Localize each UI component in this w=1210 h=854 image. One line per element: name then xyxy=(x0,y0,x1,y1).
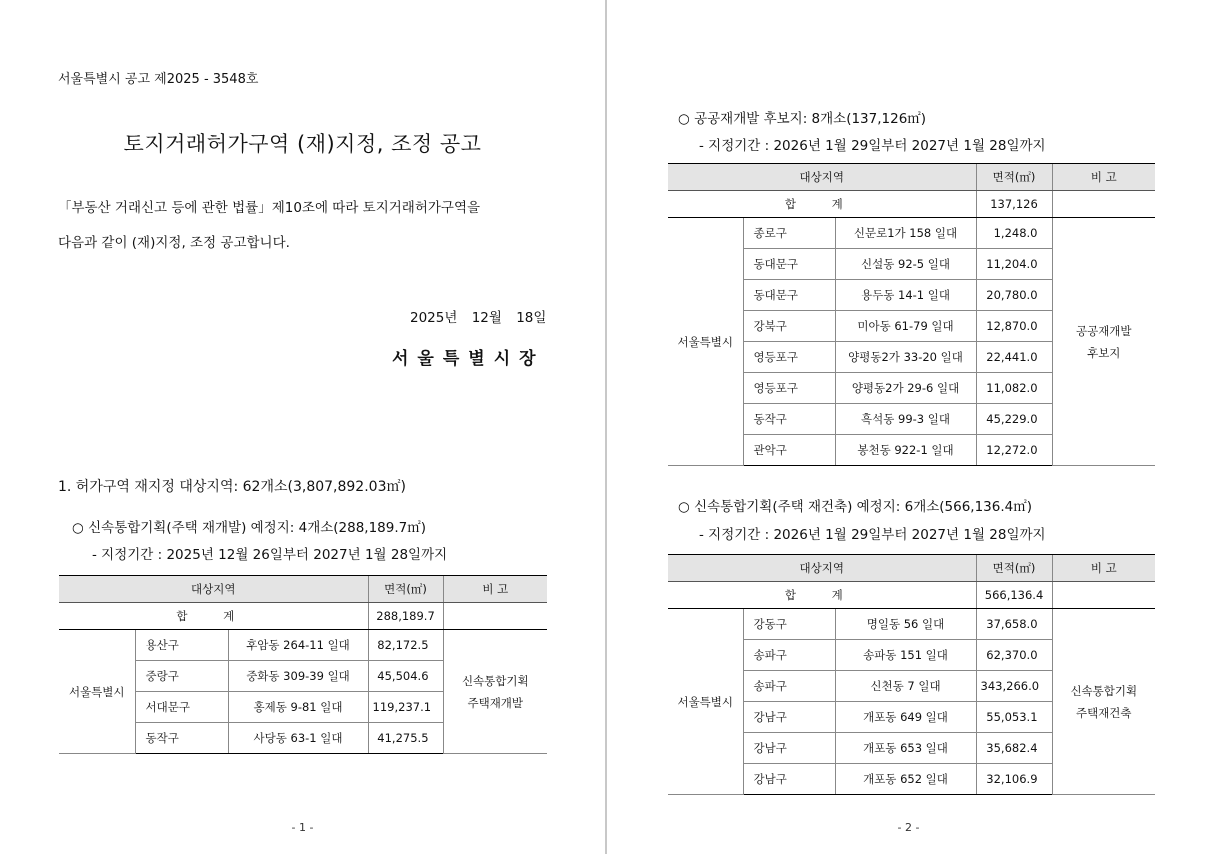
section-1-heading: 1. 허가구역 재지정 대상지역: 62개소(3,807,892.03㎡) xyxy=(58,479,406,495)
area-cell: 35,682.4 xyxy=(976,733,1052,764)
note-line-2: 후보지 xyxy=(1087,345,1121,360)
dong-cell: 봉천동 922-1 일대 xyxy=(835,435,976,466)
note-line-2: 주택재건축 xyxy=(1075,705,1132,720)
dong-cell: 신설동 92-5 일대 xyxy=(835,249,976,280)
district-cell: 영등포구 xyxy=(743,342,835,373)
area-cell: 32,106.9 xyxy=(976,764,1052,795)
page-2 xyxy=(607,0,1210,854)
area-cell: 343,266.0 xyxy=(976,671,1052,702)
district-cell: 송파구 xyxy=(743,640,835,671)
table-row xyxy=(668,218,1155,249)
page-number: - 1 - xyxy=(291,821,314,834)
city-cell: 서울특별시 xyxy=(59,630,135,754)
area-cell: 41,275.5 xyxy=(368,723,443,754)
area-cell: 45,229.0 xyxy=(976,404,1052,435)
dong-cell: 개포동 653 일대 xyxy=(835,733,976,764)
district-cell: 용산구 xyxy=(135,630,228,661)
district-cell: 중랑구 xyxy=(135,661,228,692)
section-b-period: - 지정기간 : 2026년 1월 29일부터 2027년 1월 28일까지 xyxy=(699,527,1046,543)
dong-cell: 명일동 56 일대 xyxy=(835,609,976,640)
dong-cell: 양평동2가 29-6 일대 xyxy=(835,373,976,404)
section-a-heading: ○ 공공재개발 후보지: 8개소(137,126㎡) xyxy=(678,111,927,127)
sum-value: 137,126 xyxy=(976,191,1052,218)
area-cell: 82,172.5 xyxy=(368,630,443,661)
intro-line-1: 「부동산 거래신고 등에 관한 법률」제10조에 따라 토지거래허가구역을 xyxy=(58,200,481,216)
sum-value: 566,136.4 xyxy=(976,582,1052,609)
sum-label: 합 계 xyxy=(668,582,976,609)
document-title: 토지거래허가구역 (재)지정, 조정 공고 xyxy=(123,132,482,156)
dong-cell: 홍제동 9-81 일대 xyxy=(228,692,368,723)
note-line-1: 공공재개발 xyxy=(1075,323,1132,338)
region-table-a xyxy=(668,163,1155,466)
dong-cell: 사당동 63-1 일대 xyxy=(228,723,368,754)
area-cell: 37,658.0 xyxy=(976,609,1052,640)
district-cell: 강동구 xyxy=(743,609,835,640)
header-area: 면적(㎡) xyxy=(976,164,1052,191)
dong-cell: 용두동 14-1 일대 xyxy=(835,280,976,311)
sum-value: 288,189.7 xyxy=(368,603,443,630)
dong-cell: 개포동 649 일대 xyxy=(835,702,976,733)
header-note: 비 고 xyxy=(443,576,547,603)
district-cell: 영등포구 xyxy=(743,373,835,404)
district-cell: 강북구 xyxy=(743,311,835,342)
page-number: - 2 - xyxy=(897,821,920,834)
note-cell xyxy=(1052,609,1155,795)
district-cell: 강남구 xyxy=(743,764,835,795)
district-cell: 강남구 xyxy=(743,702,835,733)
area-cell: 11,082.0 xyxy=(976,373,1052,404)
area-cell: 1,248.0 xyxy=(976,218,1052,249)
district-cell: 강남구 xyxy=(743,733,835,764)
area-cell: 12,272.0 xyxy=(976,435,1052,466)
dong-cell: 신문로1가 158 일대 xyxy=(835,218,976,249)
sum-note xyxy=(443,603,547,630)
header-region: 대상지역 xyxy=(668,164,976,191)
notice-date: 2025년 12월 18일 xyxy=(410,310,547,326)
city-cell: 서울특별시 xyxy=(668,218,743,466)
sum-label: 합 계 xyxy=(59,603,368,630)
notice-number: 서울특별시 공고 제2025 - 3548호 xyxy=(58,72,259,87)
intro-line-2: 다음과 같이 (재)지정, 조정 공고합니다. xyxy=(58,235,290,251)
subsection-heading: ○ 신속통합기획(주택 재개발) 예정지: 4개소(288,189.7㎡) xyxy=(72,520,427,536)
note-cell xyxy=(1052,218,1155,466)
dong-cell: 신천동 7 일대 xyxy=(835,671,976,702)
dong-cell: 송파동 151 일대 xyxy=(835,640,976,671)
district-cell: 송파구 xyxy=(743,671,835,702)
dong-cell: 중화동 309-39 일대 xyxy=(228,661,368,692)
area-cell: 11,204.0 xyxy=(976,249,1052,280)
dong-cell: 양평동2가 33-20 일대 xyxy=(835,342,976,373)
header-region: 대상지역 xyxy=(59,576,368,603)
sum-label: 합 계 xyxy=(668,191,976,218)
district-cell: 동작구 xyxy=(743,404,835,435)
district-cell: 서대문구 xyxy=(135,692,228,723)
area-cell: 62,370.0 xyxy=(976,640,1052,671)
note-cell xyxy=(443,630,547,754)
designation-period: - 지정기간 : 2025년 12월 26일부터 2027년 1월 28일까지 xyxy=(92,547,448,563)
table-row xyxy=(59,630,547,661)
header-note: 비 고 xyxy=(1052,555,1155,582)
header-area: 면적(㎡) xyxy=(368,576,443,603)
area-cell: 45,504.6 xyxy=(368,661,443,692)
note-line-1: 신속통합기획 xyxy=(461,673,529,688)
header-area: 면적(㎡) xyxy=(976,555,1052,582)
issuer-name: 서울특별시장 xyxy=(392,349,545,369)
dong-cell: 개포동 652 일대 xyxy=(835,764,976,795)
sum-note xyxy=(1052,582,1155,609)
dong-cell: 미아동 61-79 일대 xyxy=(835,311,976,342)
note-line-1: 신속통합기획 xyxy=(1070,683,1138,698)
header-region: 대상지역 xyxy=(668,555,976,582)
city-cell: 서울특별시 xyxy=(668,609,743,795)
dong-cell: 흑석동 99-3 일대 xyxy=(835,404,976,435)
section-b-heading: ○ 신속통합기획(주택 재건축) 예정지: 6개소(566,136.4㎡) xyxy=(678,499,1033,515)
area-cell: 55,053.1 xyxy=(976,702,1052,733)
district-cell: 종로구 xyxy=(743,218,835,249)
area-cell: 22,441.0 xyxy=(976,342,1052,373)
district-cell: 관악구 xyxy=(743,435,835,466)
district-cell: 동대문구 xyxy=(743,280,835,311)
region-table-b xyxy=(668,554,1155,795)
area-cell: 12,870.0 xyxy=(976,311,1052,342)
note-line-2: 주택재개발 xyxy=(467,695,524,710)
area-cell: 20,780.0 xyxy=(976,280,1052,311)
section-a-period: - 지정기간 : 2026년 1월 29일부터 2027년 1월 28일까지 xyxy=(699,138,1046,154)
dong-cell: 후암동 264-11 일대 xyxy=(228,630,368,661)
header-note: 비 고 xyxy=(1052,164,1155,191)
region-table-1 xyxy=(59,575,547,754)
table-row xyxy=(668,609,1155,640)
area-cell: 119,237.1 xyxy=(368,692,443,723)
district-cell: 동대문구 xyxy=(743,249,835,280)
sum-note xyxy=(1052,191,1155,218)
district-cell: 동작구 xyxy=(135,723,228,754)
